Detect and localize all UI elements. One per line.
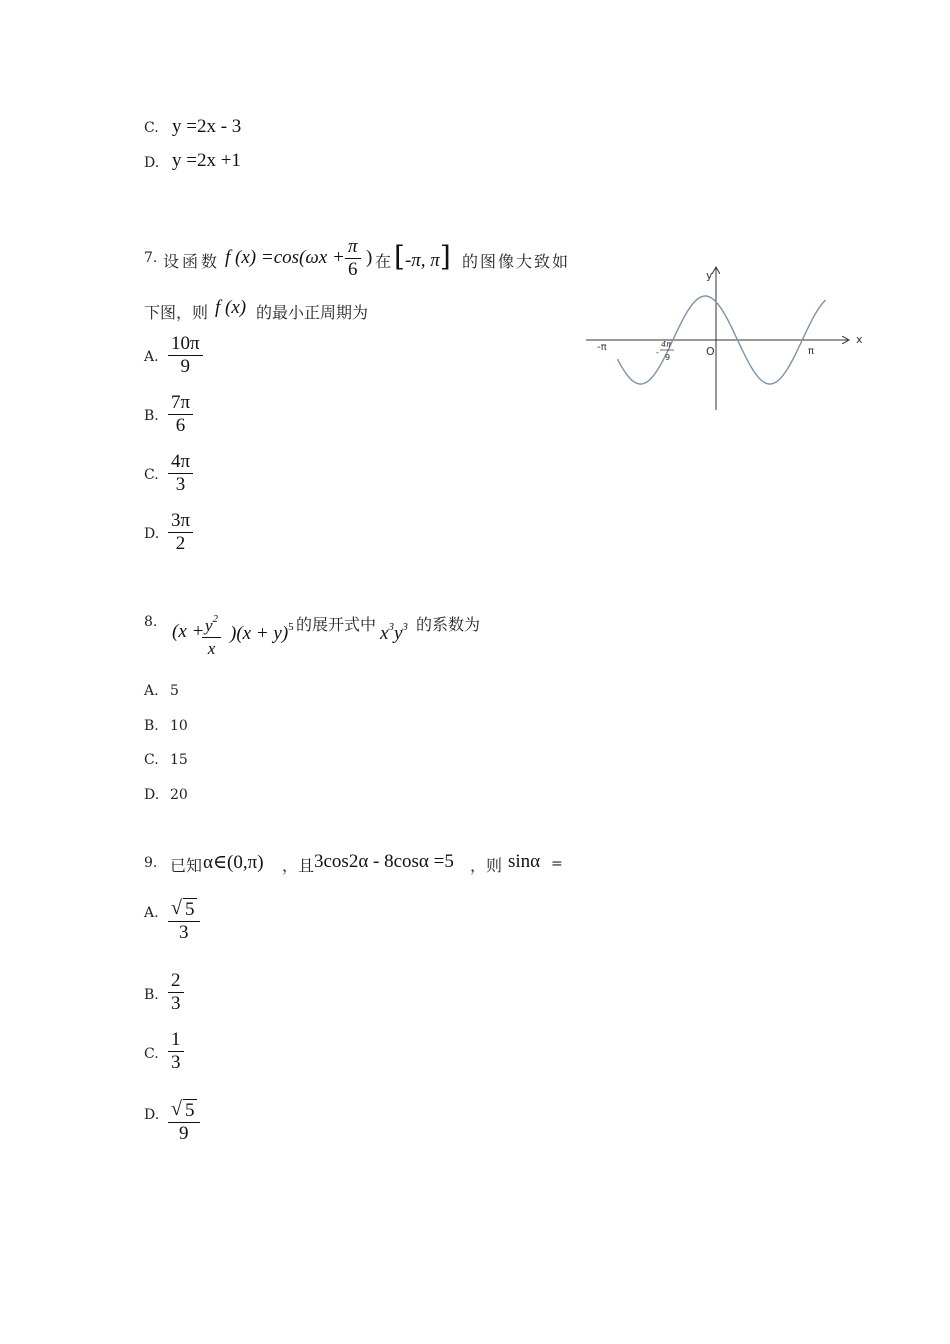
- q8-frac-num: $y^2$: [205, 613, 219, 635]
- q8-option-c-label: C.: [144, 752, 159, 768]
- q9-option-b-label: B.: [144, 987, 159, 1003]
- q7-option-d-label: D.: [144, 526, 160, 542]
- q7-option-a-label: A.: [144, 349, 159, 365]
- origin-label: O: [706, 345, 715, 358]
- q7-fraction-num: π: [348, 236, 358, 257]
- q7-line2-func: f (x): [215, 297, 247, 318]
- q9-eq: =: [551, 856, 563, 872]
- tick-sign: -: [656, 348, 659, 357]
- q8-term: $x^3y^3$: [380, 621, 408, 644]
- q7-close-paren: ): [366, 247, 373, 268]
- q8-option-c-value: 15: [170, 752, 188, 768]
- q7-suffix: 的图像大致如: [462, 252, 571, 271]
- q9-and: ，且: [282, 856, 315, 875]
- q8-option-d-value: 20: [170, 787, 188, 803]
- tick-denominator: 9: [665, 353, 671, 362]
- q7-option-c-label: C.: [144, 467, 159, 483]
- q7-function: f (x) =cos(ωx +: [225, 247, 345, 268]
- q7-fraction-den: 6: [348, 259, 358, 280]
- q9-number: 9.: [144, 855, 158, 871]
- q8-expr-a: (x +: [172, 621, 205, 642]
- q9-then: ，则: [470, 856, 503, 875]
- q7-interval: [-π, π]: [394, 240, 451, 273]
- q9-option-c-label: C.: [144, 1046, 159, 1062]
- q9-option-d-fraction: √ 5 9: [168, 1100, 200, 1145]
- q7-fraction: [345, 236, 361, 281]
- neg-pi-label: -π: [597, 342, 607, 353]
- q7-line2-a: 下图，则: [144, 303, 209, 322]
- q7-function-graph: [580, 262, 870, 417]
- q8-number: 8.: [144, 614, 158, 630]
- q7-in-text: 在: [375, 252, 392, 271]
- tick-numerator: 4π: [661, 340, 671, 349]
- q7-number: 7.: [144, 250, 158, 266]
- q8-option-a-value: 5: [170, 683, 179, 699]
- q7-option-d-fraction: 3π 2: [168, 510, 193, 555]
- q8-frac-den: x: [207, 639, 216, 658]
- q6-option-d-expr: y =2x +1: [172, 150, 241, 171]
- q9-option-a-fraction: √ 5 3: [168, 899, 200, 944]
- q8-fraction: [202, 608, 221, 660]
- y-axis-label: y: [706, 269, 713, 282]
- q9-alpha-in: α∈(0,π): [203, 852, 264, 873]
- q8-option-a-label: A.: [144, 683, 159, 699]
- q8-option-d-label: D.: [144, 787, 160, 803]
- q9-option-c-fraction: 1 3: [168, 1029, 184, 1074]
- q8-text2: 的系数为: [416, 615, 481, 634]
- q8-expr-b: )$(x + y)^5$: [230, 621, 294, 644]
- q9-known: 已知: [170, 856, 203, 875]
- q7-option-a-fraction: 10π 9: [168, 333, 203, 378]
- q9-equation: 3cos2α - 8cosα =5: [314, 851, 454, 872]
- q9-option-d-label: D.: [144, 1107, 160, 1123]
- q7-line2-b: 的最小正周期为: [256, 303, 369, 322]
- q6-option-c-expr: y =2x - 3: [172, 116, 242, 137]
- q9-sin: sinα: [508, 851, 541, 872]
- q9-option-b-fraction: 2 3: [168, 970, 184, 1015]
- q7-prefix: 设函数: [163, 252, 221, 271]
- q7-option-b-fraction: 7π 6: [168, 392, 193, 437]
- q9-option-a-label: A.: [144, 905, 159, 921]
- q8-option-b-label: B.: [144, 718, 159, 734]
- q7-interval-text: -π, π: [404, 250, 440, 271]
- q7-option-c-fraction: 4π 3: [168, 451, 193, 496]
- q6-option-c-label: C.: [144, 120, 159, 136]
- q7-option-b-label: B.: [144, 408, 159, 424]
- pi-label: π: [808, 346, 815, 357]
- q8-text: 的展开式中: [296, 615, 377, 634]
- x-axis-label: x: [856, 333, 863, 346]
- q6-option-d-label: D.: [144, 155, 160, 171]
- q8-option-b-value: 10: [170, 718, 188, 734]
